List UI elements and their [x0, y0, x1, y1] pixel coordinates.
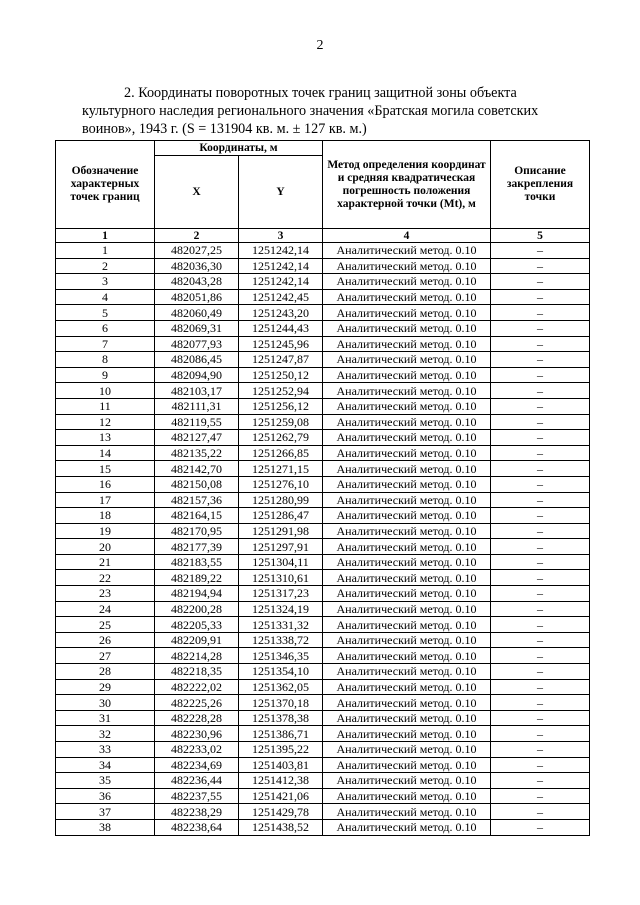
- cell-method: Аналитический метод. 0.10: [323, 695, 491, 711]
- column-numbers-row: [56, 229, 590, 243]
- table-row: [56, 586, 590, 602]
- cell-point: 18: [56, 508, 155, 524]
- cell-method: Аналитический метод. 0.10: [323, 773, 491, 789]
- cell-description: –: [491, 243, 590, 259]
- cell-x: 482027,25: [155, 243, 239, 259]
- cell-method: Аналитический метод. 0.10: [323, 710, 491, 726]
- cell-y: 1251242,14: [239, 258, 323, 274]
- cell-method: Аналитический метод. 0.10: [323, 430, 491, 446]
- cell-y: 1251242,14: [239, 274, 323, 290]
- table-row: [56, 664, 590, 680]
- cell-point: 25: [56, 617, 155, 633]
- cell-y: 1251346,35: [239, 648, 323, 664]
- cell-method: Аналитический метод. 0.10: [323, 742, 491, 758]
- cell-y: 1251286,47: [239, 508, 323, 524]
- cell-y: 1251354,10: [239, 664, 323, 680]
- cell-y: 1251245,96: [239, 336, 323, 352]
- cell-description: –: [491, 773, 590, 789]
- cell-y: 1251386,71: [239, 726, 323, 742]
- cell-x: 482205,33: [155, 617, 239, 633]
- cell-description: –: [491, 289, 590, 305]
- cell-point: 31: [56, 710, 155, 726]
- table-row: [56, 617, 590, 633]
- cell-description: –: [491, 523, 590, 539]
- cell-x: 482036,30: [155, 258, 239, 274]
- header-method: [323, 141, 491, 229]
- cell-y: 1251304,11: [239, 554, 323, 570]
- cell-x: 482236,44: [155, 773, 239, 789]
- cell-point: 38: [56, 819, 155, 835]
- cell-method: Аналитический метод. 0.10: [323, 648, 491, 664]
- cell-x: 482086,45: [155, 352, 239, 368]
- cell-x: 482233,02: [155, 742, 239, 758]
- table-row: [56, 305, 590, 321]
- cell-x: 482214,28: [155, 648, 239, 664]
- cell-point: 33: [56, 742, 155, 758]
- cell-point: 12: [56, 414, 155, 430]
- header-point-designation: Обозначение характерных точек границ: [56, 141, 155, 229]
- cell-point: 23: [56, 586, 155, 602]
- cell-method: Аналитический метод. 0.10: [323, 523, 491, 539]
- cell-description: –: [491, 586, 590, 602]
- cell-x: 482069,31: [155, 320, 239, 336]
- cell-description: –: [491, 617, 590, 633]
- header-coordinates: Координаты, м: [155, 141, 323, 156]
- cell-y: 1251291,98: [239, 523, 323, 539]
- cell-method: Аналитический метод. 0.10: [323, 726, 491, 742]
- cell-description: –: [491, 648, 590, 664]
- cell-description: –: [491, 414, 590, 430]
- cell-method: Аналитический метод. 0.10: [323, 461, 491, 477]
- cell-description: –: [491, 445, 590, 461]
- cell-description: –: [491, 695, 590, 711]
- cell-y: 1251310,61: [239, 570, 323, 586]
- cell-description: –: [491, 492, 590, 508]
- cell-y: 1251252,94: [239, 383, 323, 399]
- cell-x: 482209,91: [155, 632, 239, 648]
- cell-description: –: [491, 508, 590, 524]
- table-row: [56, 773, 590, 789]
- cell-method: Аналитический метод. 0.10: [323, 492, 491, 508]
- table-row: [56, 320, 590, 336]
- cell-point: 4: [56, 289, 155, 305]
- cell-description: –: [491, 274, 590, 290]
- cell-point: 20: [56, 539, 155, 555]
- cell-description: –: [491, 679, 590, 695]
- cell-description: –: [491, 258, 590, 274]
- table-row: [56, 695, 590, 711]
- cell-point: 29: [56, 679, 155, 695]
- cell-method: Аналитический метод. 0.10: [323, 476, 491, 492]
- cell-y: 1251378,38: [239, 710, 323, 726]
- header-method-text: Метод определения координат и средняя квадратическая погрешность положения характерной точки (Mt), м: [327, 158, 486, 210]
- cell-y: 1251250,12: [239, 367, 323, 383]
- cell-description: –: [491, 804, 590, 820]
- cell-method: Аналитический метод. 0.10: [323, 664, 491, 680]
- cell-x: 482170,95: [155, 523, 239, 539]
- cell-method: Аналитический метод. 0.10: [323, 788, 491, 804]
- cell-y: 1251331,32: [239, 617, 323, 633]
- cell-x: 482157,36: [155, 492, 239, 508]
- cell-point: 16: [56, 476, 155, 492]
- table-row: [56, 243, 590, 259]
- table-row: [56, 757, 590, 773]
- cell-point: 22: [56, 570, 155, 586]
- cell-x: 482183,55: [155, 554, 239, 570]
- heading-line-2: культурного наследия регионального значения «Братская могила советских: [82, 103, 539, 119]
- cell-x: 482103,17: [155, 383, 239, 399]
- cell-point: 34: [56, 757, 155, 773]
- cell-x: 482164,15: [155, 508, 239, 524]
- table-row: [56, 367, 590, 383]
- column-number: 3: [239, 229, 323, 243]
- cell-description: –: [491, 757, 590, 773]
- cell-x: 482230,96: [155, 726, 239, 742]
- cell-point: 35: [56, 773, 155, 789]
- cell-description: –: [491, 352, 590, 368]
- table-row: [56, 726, 590, 742]
- cell-description: –: [491, 601, 590, 617]
- cell-x: 482200,28: [155, 601, 239, 617]
- cell-point: 36: [56, 788, 155, 804]
- cell-description: –: [491, 461, 590, 477]
- cell-y: 1251412,38: [239, 773, 323, 789]
- table-row: [56, 461, 590, 477]
- table-row: [56, 523, 590, 539]
- column-number: 2: [155, 229, 239, 243]
- cell-x: 482094,90: [155, 367, 239, 383]
- cell-x: 482060,49: [155, 305, 239, 321]
- cell-description: –: [491, 320, 590, 336]
- cell-method: Аналитический метод. 0.10: [323, 554, 491, 570]
- cell-x: 482225,26: [155, 695, 239, 711]
- cell-x: 482194,94: [155, 586, 239, 602]
- cell-method: Аналитический метод. 0.10: [323, 508, 491, 524]
- cell-description: –: [491, 336, 590, 352]
- cell-point: 6: [56, 320, 155, 336]
- cell-description: –: [491, 476, 590, 492]
- cell-description: –: [491, 383, 590, 399]
- cell-point: 27: [56, 648, 155, 664]
- cell-point: 7: [56, 336, 155, 352]
- cell-method: Аналитический метод. 0.10: [323, 586, 491, 602]
- cell-method: Аналитический метод. 0.10: [323, 819, 491, 835]
- cell-y: 1251421,06: [239, 788, 323, 804]
- cell-method: Аналитический метод. 0.10: [323, 804, 491, 820]
- cell-method: Аналитический метод. 0.10: [323, 398, 491, 414]
- section-heading: [82, 84, 580, 138]
- table-row: [56, 788, 590, 804]
- cell-description: –: [491, 788, 590, 804]
- cell-method: Аналитический метод. 0.10: [323, 632, 491, 648]
- cell-method: Аналитический метод. 0.10: [323, 243, 491, 259]
- table-row: [56, 336, 590, 352]
- cell-y: 1251438,52: [239, 819, 323, 835]
- cell-method: Аналитический метод. 0.10: [323, 320, 491, 336]
- header-description: Описание закрепления точки: [491, 141, 590, 229]
- cell-point: 21: [56, 554, 155, 570]
- heading-line-3: воинов», 1943 г. (S = 131904 кв. м. ± 127 кв. м.): [82, 121, 367, 137]
- cell-y: 1251262,79: [239, 430, 323, 446]
- table-row: [56, 430, 590, 446]
- cell-point: 14: [56, 445, 155, 461]
- cell-x: 482237,55: [155, 788, 239, 804]
- cell-x: 482077,93: [155, 336, 239, 352]
- cell-y: 1251242,14: [239, 243, 323, 259]
- cell-point: 8: [56, 352, 155, 368]
- cell-method: Аналитический метод. 0.10: [323, 367, 491, 383]
- cell-x: 482189,22: [155, 570, 239, 586]
- cell-y: 1251280,99: [239, 492, 323, 508]
- cell-point: 24: [56, 601, 155, 617]
- cell-y: 1251243,20: [239, 305, 323, 321]
- cell-description: –: [491, 710, 590, 726]
- cell-method: Аналитический метод. 0.10: [323, 258, 491, 274]
- cell-x: 482234,69: [155, 757, 239, 773]
- cell-y: 1251259,08: [239, 414, 323, 430]
- cell-y: 1251324,19: [239, 601, 323, 617]
- cell-point: 30: [56, 695, 155, 711]
- table-row: [56, 492, 590, 508]
- cell-method: Аналитический метод. 0.10: [323, 414, 491, 430]
- cell-x: 482222,02: [155, 679, 239, 695]
- cell-description: –: [491, 398, 590, 414]
- cell-x: 482127,47: [155, 430, 239, 446]
- cell-description: –: [491, 819, 590, 835]
- table-row: [56, 274, 590, 290]
- cell-y: 1251242,45: [239, 289, 323, 305]
- table-row: [56, 539, 590, 555]
- cell-description: –: [491, 305, 590, 321]
- cell-method: Аналитический метод. 0.10: [323, 679, 491, 695]
- table-row: [56, 819, 590, 835]
- coordinates-table: [55, 140, 590, 836]
- column-number: 1: [56, 229, 155, 243]
- cell-description: –: [491, 430, 590, 446]
- table-row: [56, 710, 590, 726]
- cell-description: –: [491, 554, 590, 570]
- table-row: [56, 804, 590, 820]
- table-row: [56, 258, 590, 274]
- cell-y: 1251362,05: [239, 679, 323, 695]
- cell-method: Аналитический метод. 0.10: [323, 570, 491, 586]
- cell-description: –: [491, 726, 590, 742]
- cell-point: 32: [56, 726, 155, 742]
- table-row: [56, 648, 590, 664]
- cell-description: –: [491, 367, 590, 383]
- table-row: [56, 742, 590, 758]
- cell-method: Аналитический метод. 0.10: [323, 289, 491, 305]
- cell-point: 17: [56, 492, 155, 508]
- table-row: [56, 383, 590, 399]
- page-number: 2: [316, 38, 324, 53]
- cell-y: 1251276,10: [239, 476, 323, 492]
- cell-x: 482135,22: [155, 445, 239, 461]
- table-body: [56, 243, 590, 836]
- cell-x: 482228,28: [155, 710, 239, 726]
- cell-point: 11: [56, 398, 155, 414]
- cell-method: Аналитический метод. 0.10: [323, 445, 491, 461]
- cell-point: 1: [56, 243, 155, 259]
- cell-y: 1251317,23: [239, 586, 323, 602]
- cell-description: –: [491, 539, 590, 555]
- cell-y: 1251271,15: [239, 461, 323, 477]
- cell-point: 13: [56, 430, 155, 446]
- cell-method: Аналитический метод. 0.10: [323, 352, 491, 368]
- cell-description: –: [491, 742, 590, 758]
- cell-method: Аналитический метод. 0.10: [323, 757, 491, 773]
- cell-y: 1251429,78: [239, 804, 323, 820]
- table-row: [56, 445, 590, 461]
- cell-x: 482043,28: [155, 274, 239, 290]
- cell-x: 482150,08: [155, 476, 239, 492]
- cell-x: 482142,70: [155, 461, 239, 477]
- cell-y: 1251370,18: [239, 695, 323, 711]
- cell-point: 9: [56, 367, 155, 383]
- cell-y: 1251297,91: [239, 539, 323, 555]
- cell-point: 37: [56, 804, 155, 820]
- cell-y: 1251256,12: [239, 398, 323, 414]
- cell-point: 2: [56, 258, 155, 274]
- cell-method: Аналитический метод. 0.10: [323, 601, 491, 617]
- cell-x: 482238,64: [155, 819, 239, 835]
- table-row: [56, 601, 590, 617]
- header-y: Y: [239, 156, 323, 229]
- cell-point: 5: [56, 305, 155, 321]
- cell-x: 482238,29: [155, 804, 239, 820]
- cell-method: Аналитический метод. 0.10: [323, 305, 491, 321]
- column-number: 4: [323, 229, 491, 243]
- table-row: [56, 289, 590, 305]
- header-x: X: [155, 156, 239, 229]
- cell-method: Аналитический метод. 0.10: [323, 274, 491, 290]
- cell-y: 1251244,43: [239, 320, 323, 336]
- heading-line-1: 2. Координаты поворотных точек границ защитной зоны объекта: [124, 85, 517, 101]
- cell-point: 28: [56, 664, 155, 680]
- cell-method: Аналитический метод. 0.10: [323, 539, 491, 555]
- table-row: [56, 632, 590, 648]
- cell-y: 1251338,72: [239, 632, 323, 648]
- table-row: [56, 554, 590, 570]
- cell-y: 1251247,87: [239, 352, 323, 368]
- cell-point: 19: [56, 523, 155, 539]
- cell-description: –: [491, 664, 590, 680]
- cell-description: –: [491, 570, 590, 586]
- table-row: [56, 570, 590, 586]
- cell-x: 482177,39: [155, 539, 239, 555]
- cell-method: Аналитический метод. 0.10: [323, 383, 491, 399]
- cell-point: 15: [56, 461, 155, 477]
- cell-y: 1251395,22: [239, 742, 323, 758]
- table-row: [56, 414, 590, 430]
- cell-point: 10: [56, 383, 155, 399]
- cell-method: Аналитический метод. 0.10: [323, 336, 491, 352]
- table-row: [56, 476, 590, 492]
- cell-point: 3: [56, 274, 155, 290]
- cell-point: 26: [56, 632, 155, 648]
- cell-x: 482218,35: [155, 664, 239, 680]
- table-row: [56, 508, 590, 524]
- table-row: [56, 398, 590, 414]
- cell-method: Аналитический метод. 0.10: [323, 617, 491, 633]
- cell-description: –: [491, 632, 590, 648]
- cell-x: 482051,86: [155, 289, 239, 305]
- cell-x: 482111,31: [155, 398, 239, 414]
- cell-y: 1251266,85: [239, 445, 323, 461]
- cell-x: 482119,55: [155, 414, 239, 430]
- column-number: 5: [491, 229, 590, 243]
- cell-y: 1251403,81: [239, 757, 323, 773]
- table-row: [56, 679, 590, 695]
- table-row: [56, 352, 590, 368]
